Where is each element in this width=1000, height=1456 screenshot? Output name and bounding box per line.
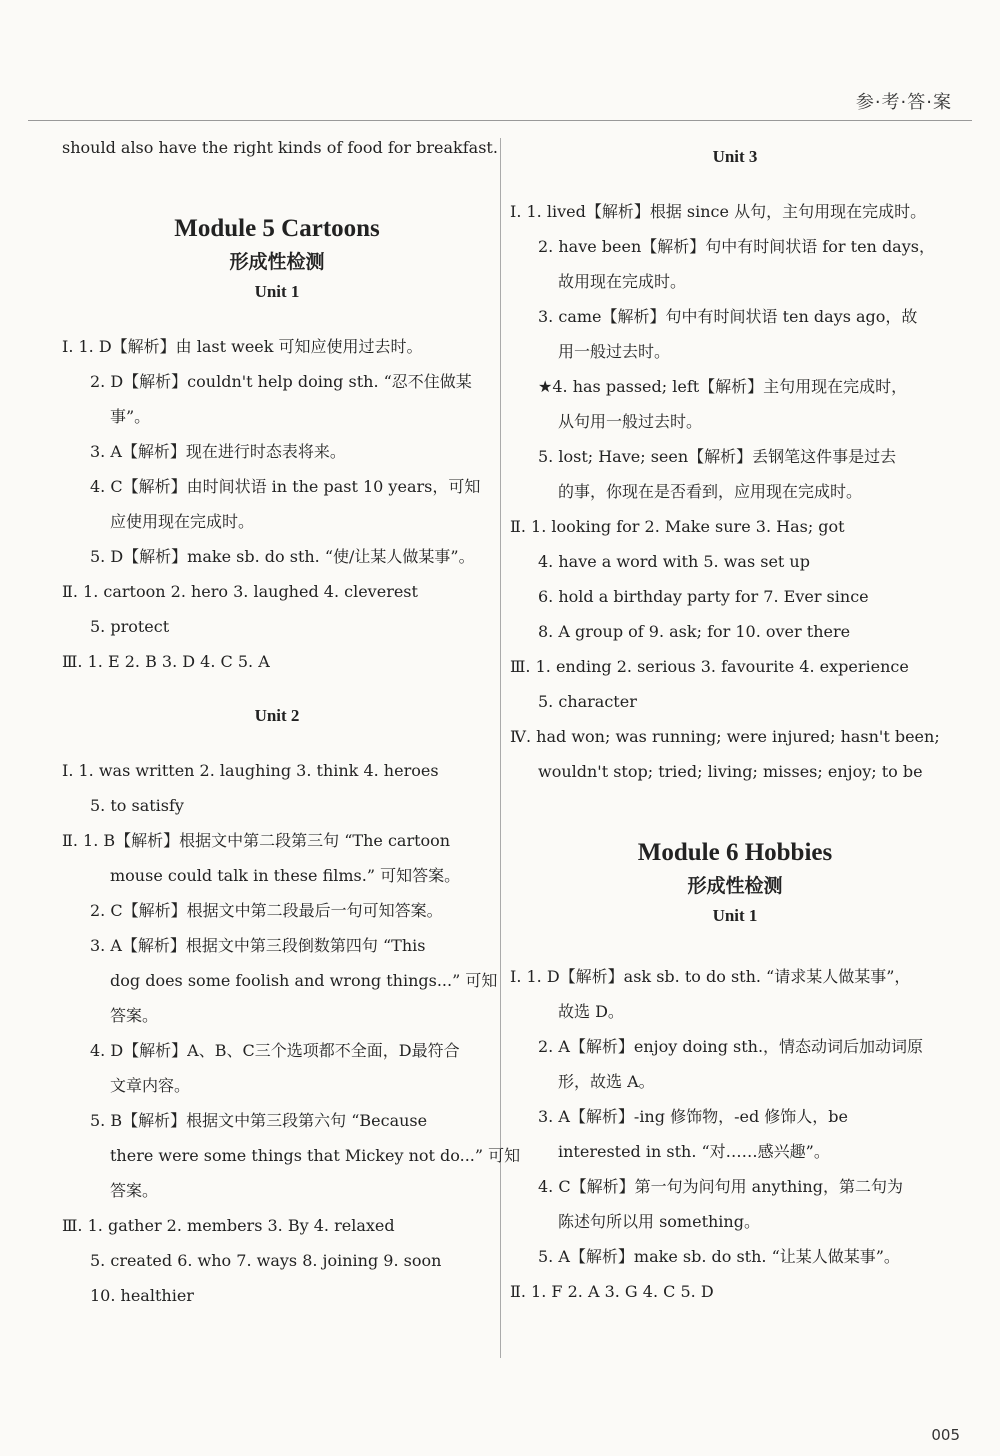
unit-2-title: Unit 2 — [254, 706, 300, 725]
header-rule — [28, 120, 972, 121]
module-6-title: Module 6 Hobbies — [637, 839, 833, 866]
answer-line: ★4. has passed; left【解析】主句用现在完成时， — [538, 377, 908, 396]
answer-line: Ⅲ. 1. ending 2. serious 3. favourite 4. experience — [510, 657, 909, 676]
answer-line: 5. D【解析】make sb. do sth. “使/让某人做某事”。 — [90, 547, 475, 566]
answer-line: 5. lost; Have; seen【解析】丢钢笔这件事是过去 — [538, 447, 897, 466]
unit-3-title: Unit 3 — [712, 147, 758, 166]
answer-line: 故选 D。 — [558, 1002, 624, 1021]
answer-line: mouse could talk in these films.” 可知答案。 — [110, 866, 461, 885]
answer-line: 文章内容。 — [110, 1076, 191, 1095]
module-6-subtitle: 形成性检测 — [687, 875, 783, 897]
answer-line: Ⅱ. 1. cartoon 2. hero 3. laughed 4. cleverest — [62, 582, 418, 601]
module-5-title: Module 5 Cartoons — [174, 215, 380, 242]
answer-line: 事”。 — [110, 407, 151, 426]
answer-line: 5. protect — [90, 617, 170, 636]
answer-line: Ⅲ. 1. gather 2. members 3. By 4. relaxed — [62, 1216, 395, 1235]
answer-line: 4. D【解析】A、B、C三个选项都不全面，D最符合 — [90, 1041, 460, 1060]
column-divider — [500, 138, 501, 1358]
answer-line: wouldn't stop; tried; living; misses; enjoy; to be — [538, 762, 923, 781]
answer-line: Ⅳ. had won; was running; were injured; hasn't been; — [510, 727, 940, 746]
left-column — [62, 130, 521, 1313]
module-6-unit-1-title: Unit 1 — [712, 906, 758, 925]
answer-line: 故用现在完成时。 — [558, 272, 687, 291]
page-number: 005 — [931, 1426, 960, 1444]
module-5-subtitle: 形成性检测 — [229, 251, 325, 273]
answer-line: 陈述句所以用 something。 — [558, 1212, 760, 1231]
answer-line: 形，故选 A。 — [558, 1072, 655, 1091]
answer-line: 答案。 — [110, 1181, 159, 1200]
answer-line: 4. C【解析】第一句为问句用 anything，第二句为 — [538, 1177, 903, 1196]
answer-line: 5. A【解析】make sb. do sth. “让某人做某事”。 — [538, 1247, 900, 1266]
unit-1-title: Unit 1 — [254, 282, 300, 301]
answer-line: Ⅰ. 1. lived【解析】根据 since 从句，主句用现在完成时。 — [510, 202, 927, 221]
answer-line: 的事，你现在是否看到，应用现在完成时。 — [558, 482, 863, 501]
answer-line: Ⅰ. 1. was written 2. laughing 3. think 4. heroes — [62, 761, 439, 780]
answer-line: 5. B【解析】根据文中第三段第六句 “Because — [90, 1111, 428, 1130]
right-column — [510, 142, 960, 1309]
answer-line: 4. have a word with 5. was set up — [538, 552, 810, 571]
answer-line: 5. to satisfy — [90, 796, 184, 815]
answer-line: Ⅲ. 1. E 2. B 3. D 4. C 5. A — [62, 652, 270, 671]
answer-line: interested in sth. “对……感兴趣”。 — [558, 1142, 830, 1161]
answer-line: 从句用一般过去时。 — [558, 412, 703, 431]
answer-line: Ⅱ. 1. looking for 2. Make sure 3. Has; got — [510, 517, 845, 536]
answer-line: 3. A【解析】现在进行时态表将来。 — [90, 442, 346, 461]
answer-line: dog does some foolish and wrong things...” 可知 — [110, 971, 498, 990]
answer-line: 6. hold a birthday party for 7. Ever since — [538, 587, 869, 606]
answer-line: 用一般过去时。 — [558, 342, 671, 361]
answer-line: 3. A【解析】根据文中第三段倒数第四句 “This — [90, 936, 426, 955]
answer-line: 2. A【解析】enjoy doing sth.，情态动词后加动词原 — [538, 1037, 924, 1056]
answer-line: 8. A group of 9. ask; for 10. over there — [538, 622, 851, 641]
page-header-title: 参·考·答·案 — [855, 92, 952, 113]
answer-line: 应使用现在完成时。 — [110, 512, 255, 531]
answer-line: 2. have been【解析】句中有时间状语 for ten days， — [538, 237, 935, 256]
answer-line: Ⅱ. 1. F 2. A 3. G 4. C 5. D — [510, 1282, 714, 1301]
answer-line: there were some things that Mickey not do...” 可知 — [110, 1146, 521, 1165]
answer-line: 5. created 6. who 7. ways 8. joining 9. soon — [90, 1251, 442, 1270]
answer-line: Ⅰ. 1. D【解析】ask sb. to do sth. “请求某人做某事”， — [510, 967, 911, 986]
answer-line: 4. C【解析】由时间状语 in the past 10 years，可知 — [90, 477, 481, 496]
answer-line: 答案。 — [110, 1006, 159, 1025]
answer-line: 5. character — [538, 692, 637, 711]
answer-line: Ⅱ. 1. B【解析】根据文中第二段第三句 “The cartoon — [62, 831, 451, 850]
answer-line: 3. came【解析】句中有时间状语 ten days ago，故 — [538, 307, 918, 326]
answer-line: 10. healthier — [90, 1286, 194, 1305]
answer-line: 3. A【解析】-ing 修饰物，-ed 修饰人，be — [538, 1107, 848, 1126]
continuation-line: should also have the right kinds of food for breakfast. — [62, 138, 498, 157]
answer-line: 2. D【解析】couldn't help doing sth. “忍不住做某 — [90, 372, 472, 391]
answer-line: 2. C【解析】根据文中第二段最后一句可知答案。 — [90, 901, 443, 920]
answer-line: Ⅰ. 1. D【解析】由 last week 可知应使用过去时。 — [62, 337, 423, 356]
